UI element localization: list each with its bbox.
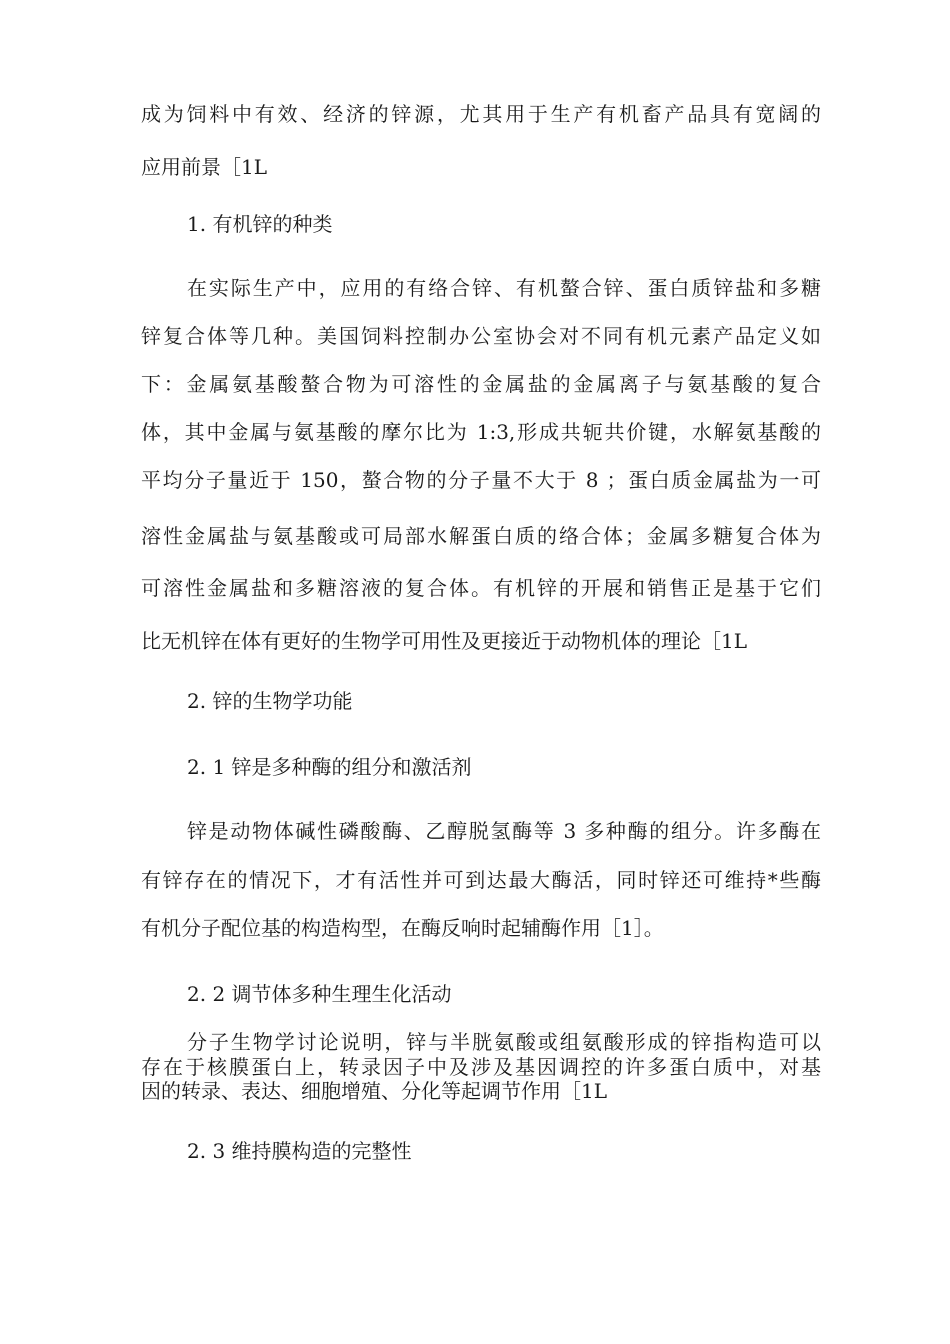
section-1-para-line: 比无机锌在体有更好的生物学可用性及更接近于动物机体的理论［1L	[141, 629, 748, 653]
section-2-3-heading: 2. 3 维持膜构造的完整性	[187, 1139, 412, 1163]
intro-line-1: 成为饲料中有效、经济的锌源，尤其用于生产有机畜产品具有宽阔的	[141, 102, 821, 126]
section-2-1-para-line: 有机分子配位基的构造构型，在酶反响时起辅酶作用［1］。	[141, 916, 664, 940]
section-1-para-line: 平均分子量近于 150，螯合物的分子量不大于 8 ；蛋白质金属盐为一可	[141, 468, 821, 492]
section-2-2-para-line: 因的转录、表达、细胞增殖、分化等起调节作用［1L	[141, 1079, 608, 1103]
section-1-para-line: 溶性金属盐与氨基酸或可局部水解蛋白质的络合体；金属多糖复合体为	[141, 524, 821, 548]
section-1-heading: 1. 有机锌的种类	[187, 212, 333, 236]
section-1-para-line: 锌复合体等几种。美国饲料控制办公室协会对不同有机元素产品定义如	[141, 324, 821, 348]
section-1-para-line: 下：金属氨基酸螯合物为可溶性的金属盐的金属离子与氨基酸的复合	[141, 372, 821, 396]
section-1-para-line: 可溶性金属盐和多糖溶液的复合体。有机锌的开展和销售正是基于它们	[141, 576, 821, 600]
intro-line-2: 应用前景［1L	[141, 155, 268, 179]
section-2-heading: 2. 锌的生物学功能	[187, 689, 353, 713]
section-2-1-para-line: 有锌存在的情况下，才有活性并可到达最大酶活，同时锌还可维持*些酶	[141, 868, 821, 892]
section-2-2-heading: 2. 2 调节体多种生理生化活动	[187, 982, 452, 1006]
section-2-1-para-line: 锌是动物体碱性磷酸酶、乙醇脱氢酶等 3 多种酶的组分。许多酶在	[187, 819, 821, 843]
section-2-1-heading: 2. 1 锌是多种酶的组分和激活剂	[187, 755, 472, 779]
section-1-para-line: 在实际生产中，应用的有络合锌、有机螯合锌、蛋白质锌盐和多糖	[187, 276, 821, 300]
section-2-2-para-line: 存在于核膜蛋白上，转录因子中及涉及基因调控的许多蛋白质中，对基	[141, 1055, 821, 1079]
section-1-para-line: 体，其中金属与氨基酸的摩尔比为 1:3,形成共轭共价键，水解氨基酸的	[141, 420, 821, 444]
section-2-2-para-line: 分子生物学讨论说明，锌与半胱氨酸或组氨酸形成的锌指构造可以	[187, 1030, 821, 1054]
